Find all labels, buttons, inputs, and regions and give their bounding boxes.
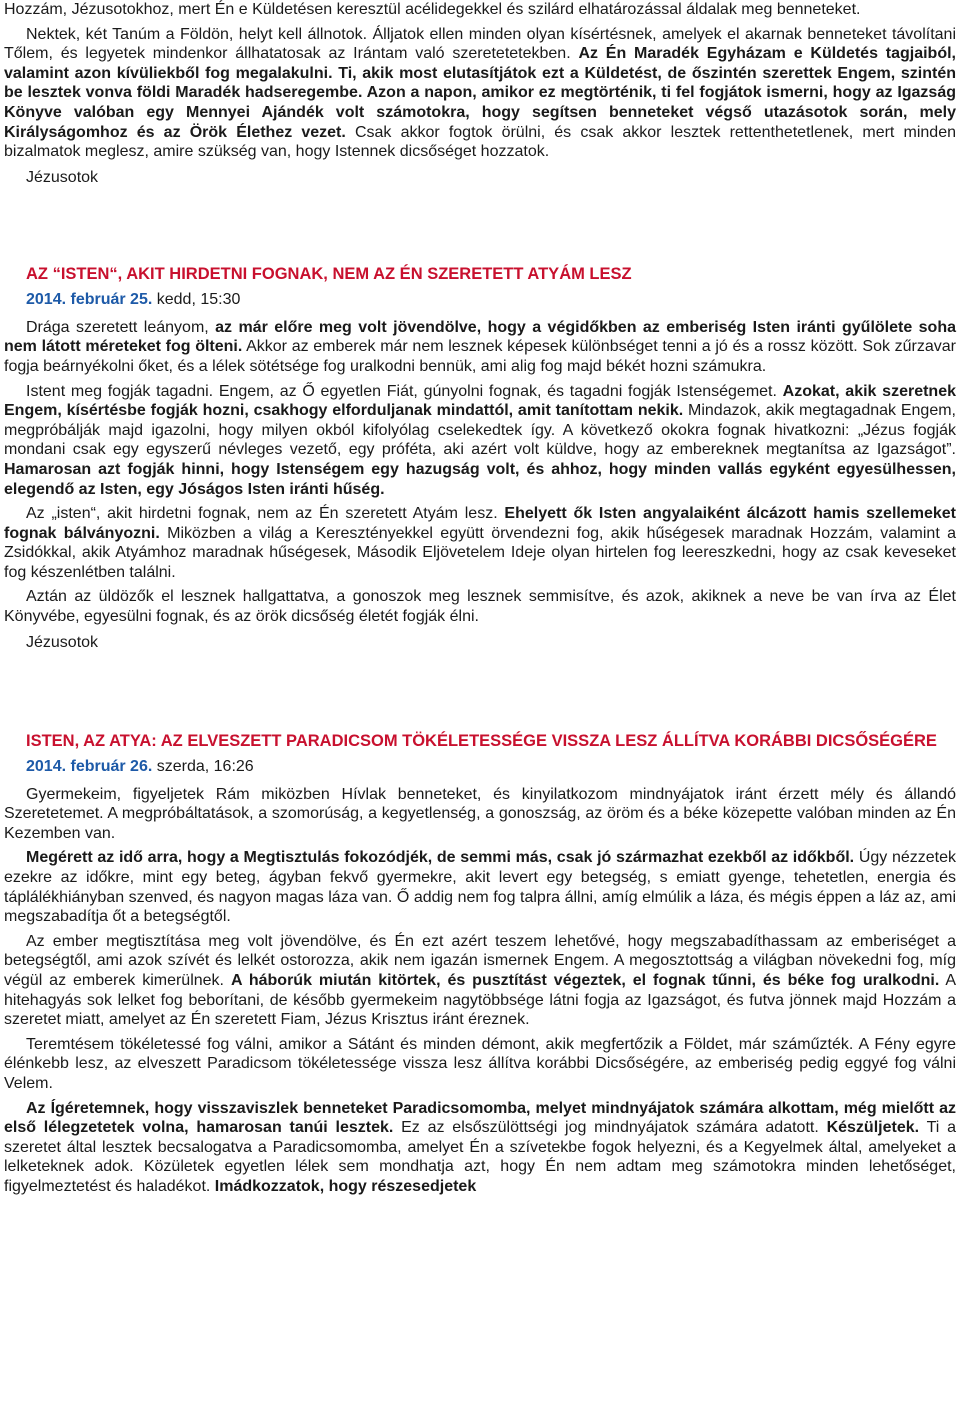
bold-run: Imádkozzatok, hogy részesedjetek <box>214 1177 477 1195</box>
section-title: ISTEN, AZ ATYA: AZ ELVESZETT PARADICSOM TÖKÉLETESSÉGE VISSZA LESZ ÁLLÍTVA KORÁBBI DICSŐSÉGÉRE <box>26 731 937 750</box>
text-run: Az „isten“, akit hirdetni fognak, nem az Én szeretett Atyám lesz. <box>26 505 505 523</box>
text-run: Ez az elsőszülöttségi jog mindnyájatok számára adatott. <box>393 1119 827 1137</box>
paragraph: Teremtésem tökéletessé fog válni, amikor a Sátánt és minden démont, akik megfertőzik a Földet, már száműzték. A Fény egyre élénkebb lesz, az elveszett Paradicsom tökéletessége vissza lesz állítva korábbi Dicsőségére, az emberiség pedig eggyé fog válni Velem. <box>4 1035 956 1092</box>
paragraph <box>4 382 956 500</box>
paragraph <box>4 504 956 582</box>
text-run: Ti a szeretet által lesztek becsalogatva a Paradicsomomba, amelyet Én a szívetekbe fogok helyezni, és a Kegyelmek által, amelyeket a lelketeknek adok. Közületek egyetlen lélek sem mondhatja azt, hogy Én nem adtam meg számotokra minden lehetőséget, figyelmeztetést és haladékot. <box>4 1119 956 1195</box>
text-run: Istent meg fogják tagadni. Engem, az Ő egyetlen Fiát, gúnyolni fognak, és tagadni fogják Istenségemet. <box>26 382 783 400</box>
bold-run: Megérett az idő arra, hogy a Megtisztulás fokozódjék, de semmi más, csak jó származhat ezekből az időkből. <box>26 849 855 867</box>
text-run: A hitehagyás sok lelket fog beborítani, de később gyermekeim nagytöbbsége látni fogja az Igazságot, és futva jönnek majd Hozzám a szeretet miatt, amelyet az Én szeretett Fiam, Jézus Krisztus iránt éreznek. <box>4 972 957 1029</box>
paragraph <box>4 848 956 926</box>
paragraph: Gyermekeim, figyeljetek Rám miközben Hívlak benneteket, és kinyilatkozom mindnyájatok iránt érzett mély és állandó Szeretetemet. A megpróbáltatások, a szomorúság, a kegyetlenség, a gonoszság, az öröm és a béke közepette valóban minden az Én Kezemben van. <box>4 785 956 842</box>
paragraph <box>4 25 956 162</box>
signature: Jézusotok <box>26 168 99 186</box>
text-run: Drága szeretett leányom, <box>26 318 216 336</box>
bold-run: Ehelyett ők Isten angyalaiként álcázott hamis szellemeket fognak bálványozni. <box>4 505 956 542</box>
text-run: Csak akkor fogtok örülni, és csak akkor lesztek rettenthetetlenek, mert minden bizalmatok meglesz, amire szükség van, hogy Istennek dicsőséget hozzatok. <box>4 123 956 161</box>
date: 2014. február 26. <box>26 757 153 775</box>
text-run: Miközben a világ a Keresztényekkel együtt örvendezni fog, akik hűségesek maradnak Hozzám, valamint a Zsidókkal, akik Atyámhoz maradnak hűségesek, Második Eljövetelem Ideje olyan hirtelen fog leereszkedni, hogy az csak keveseket fog készenlétben találni. <box>4 524 956 581</box>
text-run: Az ember megtisztítása meg volt jövendölve, és Én ezt azért teszem lehetővé, hogy megszabadíthassam az emberiséget a betegségtől, ami azok szívét és lelkét ostorozza, akik nem igazán ismernek Engem. A megosztottság a világban növekedni fog, míg végül az emberek kimerülnek. <box>4 932 956 989</box>
bold-run: Az Ígéretemnek, hogy visszaviszlek benneteket Paradicsomomba, melyet mindnyájatok számára alkottam, még mielőtt az első lélegzetetek volna, hamarosan tanúi lesztek. <box>4 1099 956 1137</box>
signature: Jézusotok <box>26 633 99 651</box>
paragraph <box>4 932 956 1030</box>
time: kedd, 15:30 <box>152 290 241 308</box>
document-page <box>4 0 956 1202</box>
paragraph <box>4 1099 956 1197</box>
bold-run: Az Én Maradék Egyházam e Küldetés tagjaiból, valamint azon kívüliekből fog megalakulni. Ti, akik most elutasítjátok ezt a Küldetést, de őszintén szerettek Engem, szintén be lesztek vonva földi Maradék hadseregembe. Azon a napon, amikor ez megtörténik, ti fel fogjátok ismerni, hogy az Igazság Könyve valóban egy Mennyei Ajándék volt számotokra, hogy segítsen benneteket végső utazásotok során, mely Királyságomhoz és az Örök Élethez vezet. <box>4 45 956 141</box>
dateline <box>26 757 956 777</box>
bold-run: Azokat, akik szeretnek Engem, kísértésbe fogják hozni, csakhogy elforduljanak mindattól, amit tanítottam nekik. <box>4 382 956 420</box>
section-title: AZ “ISTEN“, AKIT HIRDETNI FOGNAK, NEM AZ ÉN SZERETETT ATYÁM LESZ <box>26 264 632 283</box>
paragraph <box>4 318 956 377</box>
bold-run: az már előre meg volt jövendölve, hogy a végidőkben az emberiség Isten iránti gyűlölete soha nem látott méreteket fog ölteni. <box>4 318 957 356</box>
dateline <box>26 290 956 310</box>
text-run: Mindazok, akik megtagadnak Engem, megpróbálják majd igazolni, hogy milyen okból kifolyólag cselekedtek így. A következő okokra fognak hivatkozni: „Jézus fogják mondani csak egy egyszerű névleges vezető, egy próféta, aki azért volt küldve, hogy az embereknek megtanítsa az Igazságot”. <box>4 402 956 459</box>
text-run: Akkor az emberek már nem lesznek képesek különbséget tenni a jó és a rossz között. Sok zűrzavar fogja beárnyékolni őket, és a lélek sötétsége fog uralkodni bennük, ami alig fog majd békét hozni számukra. <box>4 338 956 375</box>
text-run: Úgy nézzetek ezekre az időkre, mint egy beteg, ágyban fekvő gyermekre, akit levert egy betegség, s emiatt gyenge, tehetetlen, energia és táplálékhiányban szenved, és nagyon magas láza van. Ő addig nem fog talpra állni, amíg elmúlik a láza, és mégis éppen a láz az, ami megszabadítja őt a betegségtől. <box>4 849 956 926</box>
bold-run: A háborúk miután kitörtek, és pusztítást végeztek, el fognak tűnni, és béke fog uralkodni. <box>230 972 940 989</box>
paragraph: Hozzám, Jézusotokhoz, mert Én e Küldetésen keresztül acélidegekkel és szilárd elhatározással áldalak meg benneteket. <box>4 1 861 18</box>
bold-run: Készüljetek. <box>826 1119 920 1137</box>
date: 2014. február 25. <box>26 290 153 308</box>
text-run: Nektek, két Tanúm a Földön, helyt kell állnotok. Álljatok ellen minden olyan kísértésnek, amelyek el akarnak benneteket távolítani Tőlem, és legyetek mindenkor állhatatosak az Irántam való szeretetetekben. <box>4 25 956 63</box>
bold-run: Hamarosan azt fogják hinni, hogy Istenségem egy hazugság volt, és ahhoz, hogy minden vallás egyként egyesülhessen, elegendő az Isten, egy Jóságos Isten iránti hűség. <box>4 460 956 498</box>
time: szerda, 16:26 <box>152 757 254 775</box>
paragraph: Aztán az üldözők el lesznek hallgattatva, a gonoszok meg lesznek semmisítve, és azok, akiknek a neve be van írva az Élet Könyvébe, egyesülni fognak, és az örök dicsőség életét fogják élni. <box>4 588 956 626</box>
